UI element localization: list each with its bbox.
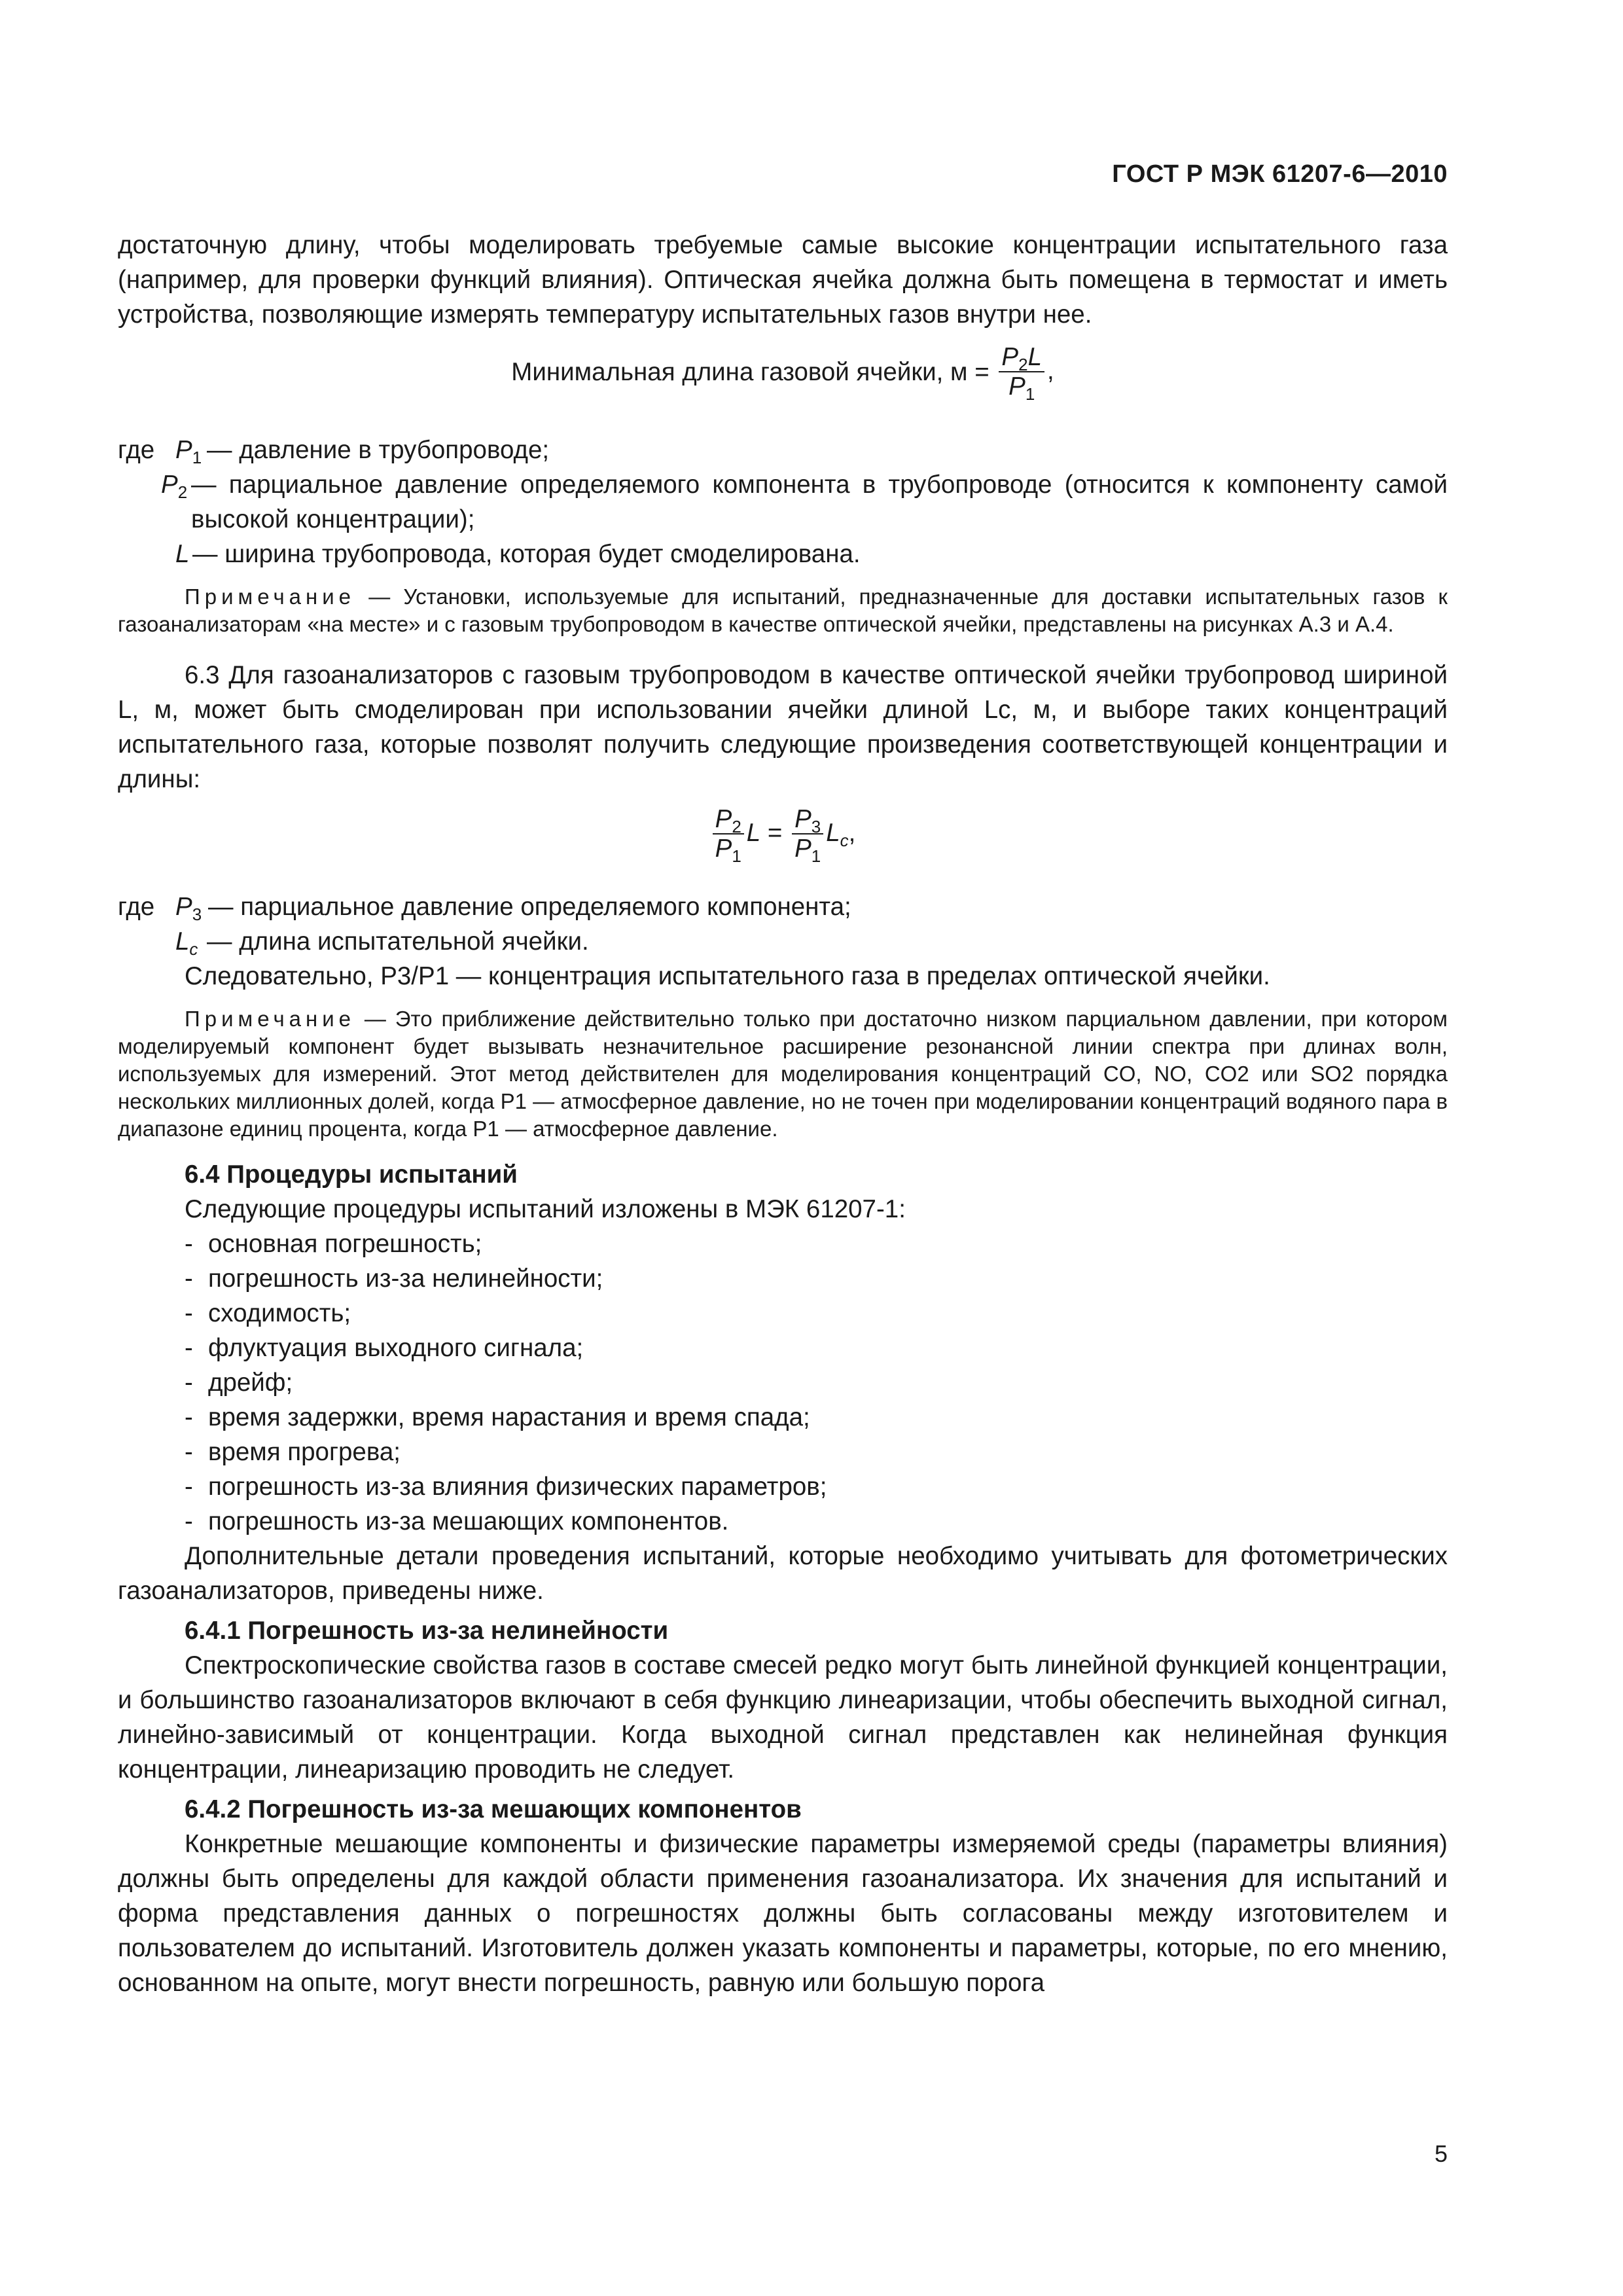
- note-1: Примечание — Установки, используемые для испытаний, предназначенные для доставки испытательных газов к газоанализаторам «на месте» и с газовым трубопроводом в качестве оптической ячейки, представлены на рисунках А.3 и А.4.: [118, 584, 1448, 636]
- paragraph-6-4-1: Спектроскопические свойства газов в составе смесей редко могут быть линейной функцией концентрации, и большинство газоанализаторов включают в себя функцию линеаризации, чтобы обеспечить выходной сигнал, линейно-зависимый от концентрации. Когда выходной сигнал представлен как нелинейная функция концентрации, линеаризацию проводить не следует.: [118, 1651, 1448, 1784]
- where-item: где $P_3$ — парциальное давление определяемого компонента;: [118, 893, 851, 924]
- list-item: - сходимость;: [185, 1299, 351, 1327]
- list-item: - основная погрешность;: [185, 1230, 482, 1258]
- list-item: - дрейф;: [185, 1369, 293, 1397]
- paragraph-6-4-after: Дополнительные детали проведения испытаний, которые необходимо учитывать для фотометрических газоанализаторов, приведены ниже.: [118, 1542, 1448, 1605]
- where-item: L — ширина трубопровода, которая будет смоделирована.: [175, 540, 861, 568]
- standard-code-header: ГОСТ Р МЭК 61207-6—2010: [1112, 160, 1448, 188]
- list-item: - погрешность из-за влияния физических параметров;: [185, 1473, 827, 1501]
- formula-fraction: $\frac{P_2L}{P_1}$: [999, 344, 1044, 401]
- list-item: - время прогрева;: [185, 1438, 401, 1466]
- heading-6-4-1: 6.4.1 Погрешность из-за нелинейности: [185, 1617, 669, 1645]
- page-number: 5: [1434, 2140, 1448, 2167]
- formula-min-cell-length: Минимальная длина газовой ячейки, м = $\frac{P_2L}{P_1}$ ,: [511, 343, 1054, 404]
- paragraph-6-3: 6.3 Для газоанализаторов с газовым трубопроводом в качестве оптической ячейки трубопровод шириной L, м, может быть смоделирован при использовании ячейки длиной Lc, м, и выборе таких концентраций испытательного газа, которые позволят получить следующие произведения соответствующей концентрации и длины:: [118, 661, 1448, 793]
- where-block-1: [118, 433, 1448, 571]
- formula-label: Минимальная длина газовой ячейки, м =: [511, 358, 990, 387]
- formula-equivalence: $\frac{P_2}{P_1}$ L = $\frac{P_3}{P_1}$ $L_c$,: [118, 806, 1448, 883]
- note-2: Примечание — Это приближение действительно только при достаточно низком парциальном давлении, при котором моделируемый компонент будет вызывать незначительное расширение резонансной линии спектра при длинах волн, используемых для измерений. Этот метод действителен для моделирования концентраций CO, NO, CO2 или SO2 порядка нескольких миллионных долей, когда P1 — атмосферное давление, но не точен при моделировании концентраций водяного пара в диапазоне единиц процента, когда P1 — атмосферное давление.: [118, 1007, 1448, 1141]
- paragraph-consequently: Следовательно, P3/P1 — концентрация испытательного газа в пределах оптической ячейки.: [185, 962, 1270, 990]
- list-item: - погрешность из-за мешающих компонентов.: [185, 1507, 729, 1535]
- heading-6-4-2: 6.4.2 Погрешность из-за мешающих компонентов: [185, 1795, 802, 1823]
- paragraph-6-4-intro: Следующие процедуры испытаний изложены в МЭК 61207-1:: [185, 1195, 906, 1223]
- where-item: $L_c$ — длина испытательной ячейки.: [175, 927, 589, 959]
- list-item: - флуктуация выходного сигнала;: [185, 1334, 584, 1362]
- list-item: - погрешность из-за нелинейности;: [185, 1265, 603, 1293]
- where-item: $P_2$ — парциальное давление определяемого компонента в трубопроводе (относится к компоненту самой высокой концентрации);: [161, 471, 1448, 533]
- where-item: где $P_1$ — давление в трубопроводе;: [118, 436, 550, 467]
- paragraph-intro: достаточную длину, чтобы моделировать требуемые самые высокие концентрации испытательного газа (например, для проверки функций влияния). Оптическая ячейка должна быть помещена в термостат и иметь устройства, позволяющие измерять температуру испытательных газов внутри нее.: [118, 231, 1448, 329]
- heading-6-4: 6.4 Процедуры испытаний: [185, 1160, 518, 1189]
- document-page: [118, 0, 1448, 2296]
- list-item: - время задержки, время нарастания и время спада;: [185, 1403, 810, 1431]
- paragraph-6-4-2: Конкретные мешающие компоненты и физические параметры измеряемой среды (параметры влияния) должны быть определены для каждой области применения газоанализатора. Их значения для испытаний и форма представления данных о погрешностях должны быть согласованы между изготовителем и пользователем до испытаний. Изготовитель должен указать компоненты и параметры, которые, по его мнению, основанном на опыте, могут внести погрешность, равную или большую порога: [118, 1830, 1448, 1997]
- document-body: [118, 228, 1448, 2000]
- test-procedures-list: [118, 1227, 1448, 1539]
- where-block-2: [118, 889, 1448, 959]
